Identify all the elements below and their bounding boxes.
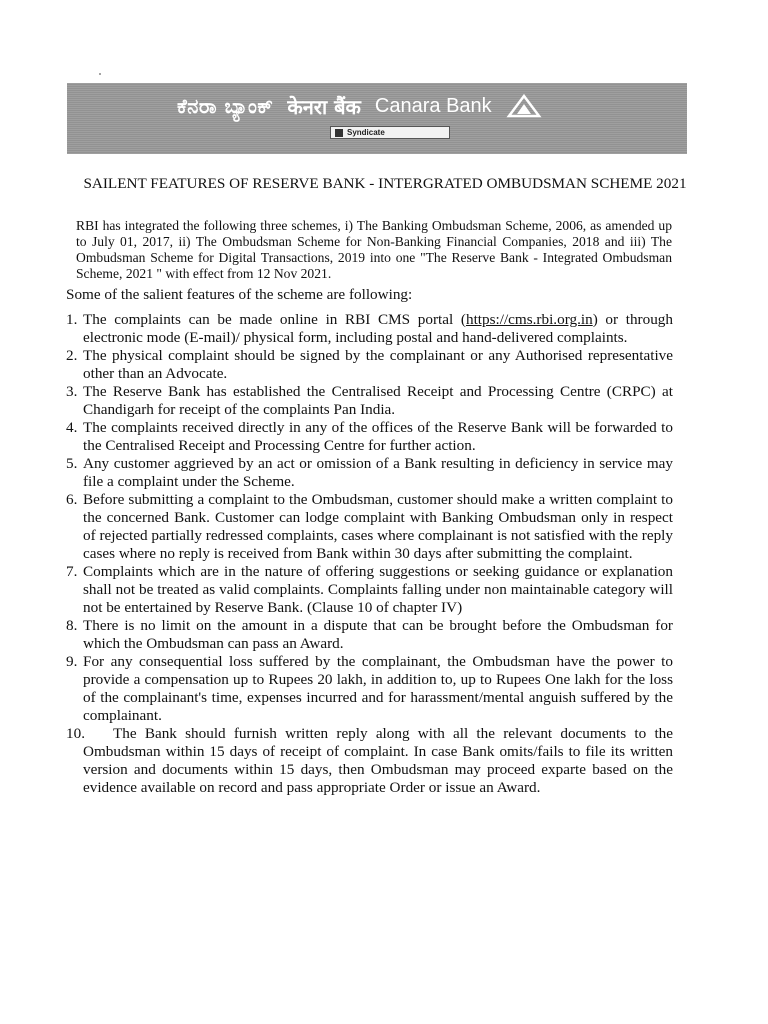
list-item [66,491,673,563]
syndicate-label: Syndicate [347,128,385,137]
list-item [66,383,673,419]
bank-name-english: Canara Bank [374,94,492,117]
item-number: 1. [66,311,78,328]
cms-portal-link[interactable]: https://cms.rbi.org.in [465,311,593,328]
item-text: The Bank should furnish written reply along with all the relevant documents to the Ombudsman within 15 days of receipt of complaint. In case Bank omits/fails to file its written version and documents within 15 days, then Ombudsman may proceed exparte based on the evidence available on record and pass appropriate Order or issue an Award. [83,725,673,796]
item-text: Before submitting a complaint to the Ombudsman, customer should make a written complaint to the concerned Bank. Customer can lodge complaint with Banking Ombudsman only in respect of rejected partially redressed complaints, cases where complainant is not satisfied with the reply cases where no reply is received from Bank within 30 days after submitting the complaint. [83,491,673,562]
syndicate-icon [335,129,343,137]
list-item [66,725,673,797]
list-item [66,617,673,653]
item-number: 4. [66,419,78,436]
list-item [66,419,673,455]
list-item [66,455,673,491]
item-text: The Reserve Bank has established the Centralised Receipt and Processing Centre (CRPC) at Chandigarh for receipt of the complaints Pan India. [83,383,673,418]
features-list [66,311,673,797]
item-number: 6. [66,491,78,508]
list-item [66,347,673,383]
document-title: SAILENT FEATURES OF RESERVE BANK - INTERGRATED OMBUDSMAN SCHEME 2021 [83,175,687,192]
item-number: 9. [66,653,78,670]
bank-name-kannada: ಕೆನರಾ ಬ್ಯಾಂಕ್ [177,94,274,118]
item-number: 7. [66,563,78,580]
bank-name-hindi: केनरा बैंक [287,94,361,119]
item-number: 5. [66,455,78,472]
syndicate-badge [330,126,450,139]
item-text: There is no limit on the amount in a dispute that can be brought before the Ombudsman for which the Ombudsman can pass an Award. [83,617,673,652]
item-number: 3. [66,383,78,400]
list-item [66,653,673,725]
list-item [66,311,673,347]
item-1-text-before: The complaints can be made online in RBI CMS portal ( [83,311,466,328]
scan-speck [99,73,101,75]
list-item [66,563,673,617]
item-number: 2. [66,347,78,364]
item-text: The complaints received directly in any of the offices of the Reserve Bank will be forwarded to the Centralised Receipt and Processing Centre for further action. [83,419,673,454]
canara-triangle-icon [506,93,542,119]
item-text: For any consequential loss suffered by the complainant, the Ombudsman have the power to provide a compensation up to Rupees 20 lakh, in addition to, up to Rupees One lakh for the loss of the complainant's time, expenses incurred and for harassment/mental anguish suffered by the complainant. [83,653,673,724]
bank-letterhead-banner [67,83,687,154]
features-lead: Some of the salient features of the scheme are following: [66,286,413,303]
intro-paragraph: RBI has integrated the following three schemes, i) The Banking Ombudsman Scheme, 2006, as amended up to July 01, 2017, ii) The Ombudsman Scheme for Non-Banking Financial Companies, 2018 and iii) The Ombudsman Scheme for Digital Transactions, 2019 into one "The Reserve Bank - Integrated Ombudsman Scheme, 2021 " with effect from 12 Nov 2021. [76,218,672,281]
item-text: Complaints which are in the nature of offering suggestions or seeking guidance or explanation shall not be treated as valid complaints. Complaints falling under non maintainable category will not be entertained by Reserve Bank. (Clause 10 of chapter IV) [83,563,673,616]
item-number: 10. [66,725,85,742]
item-number: 8. [66,617,78,634]
bank-logo [177,91,542,121]
item-1-text-after: ) or through electronic mode (E-mail)/ physical form, including postal and hand-delivered complaints. [83,311,673,346]
item-text: The physical complaint should be signed by the complainant or any Authorised representative other than an Advocate. [83,347,673,382]
item-text: Any customer aggrieved by an act or omission of a Bank resulting in deficiency in service may file a complaint under the Scheme. [83,455,673,490]
